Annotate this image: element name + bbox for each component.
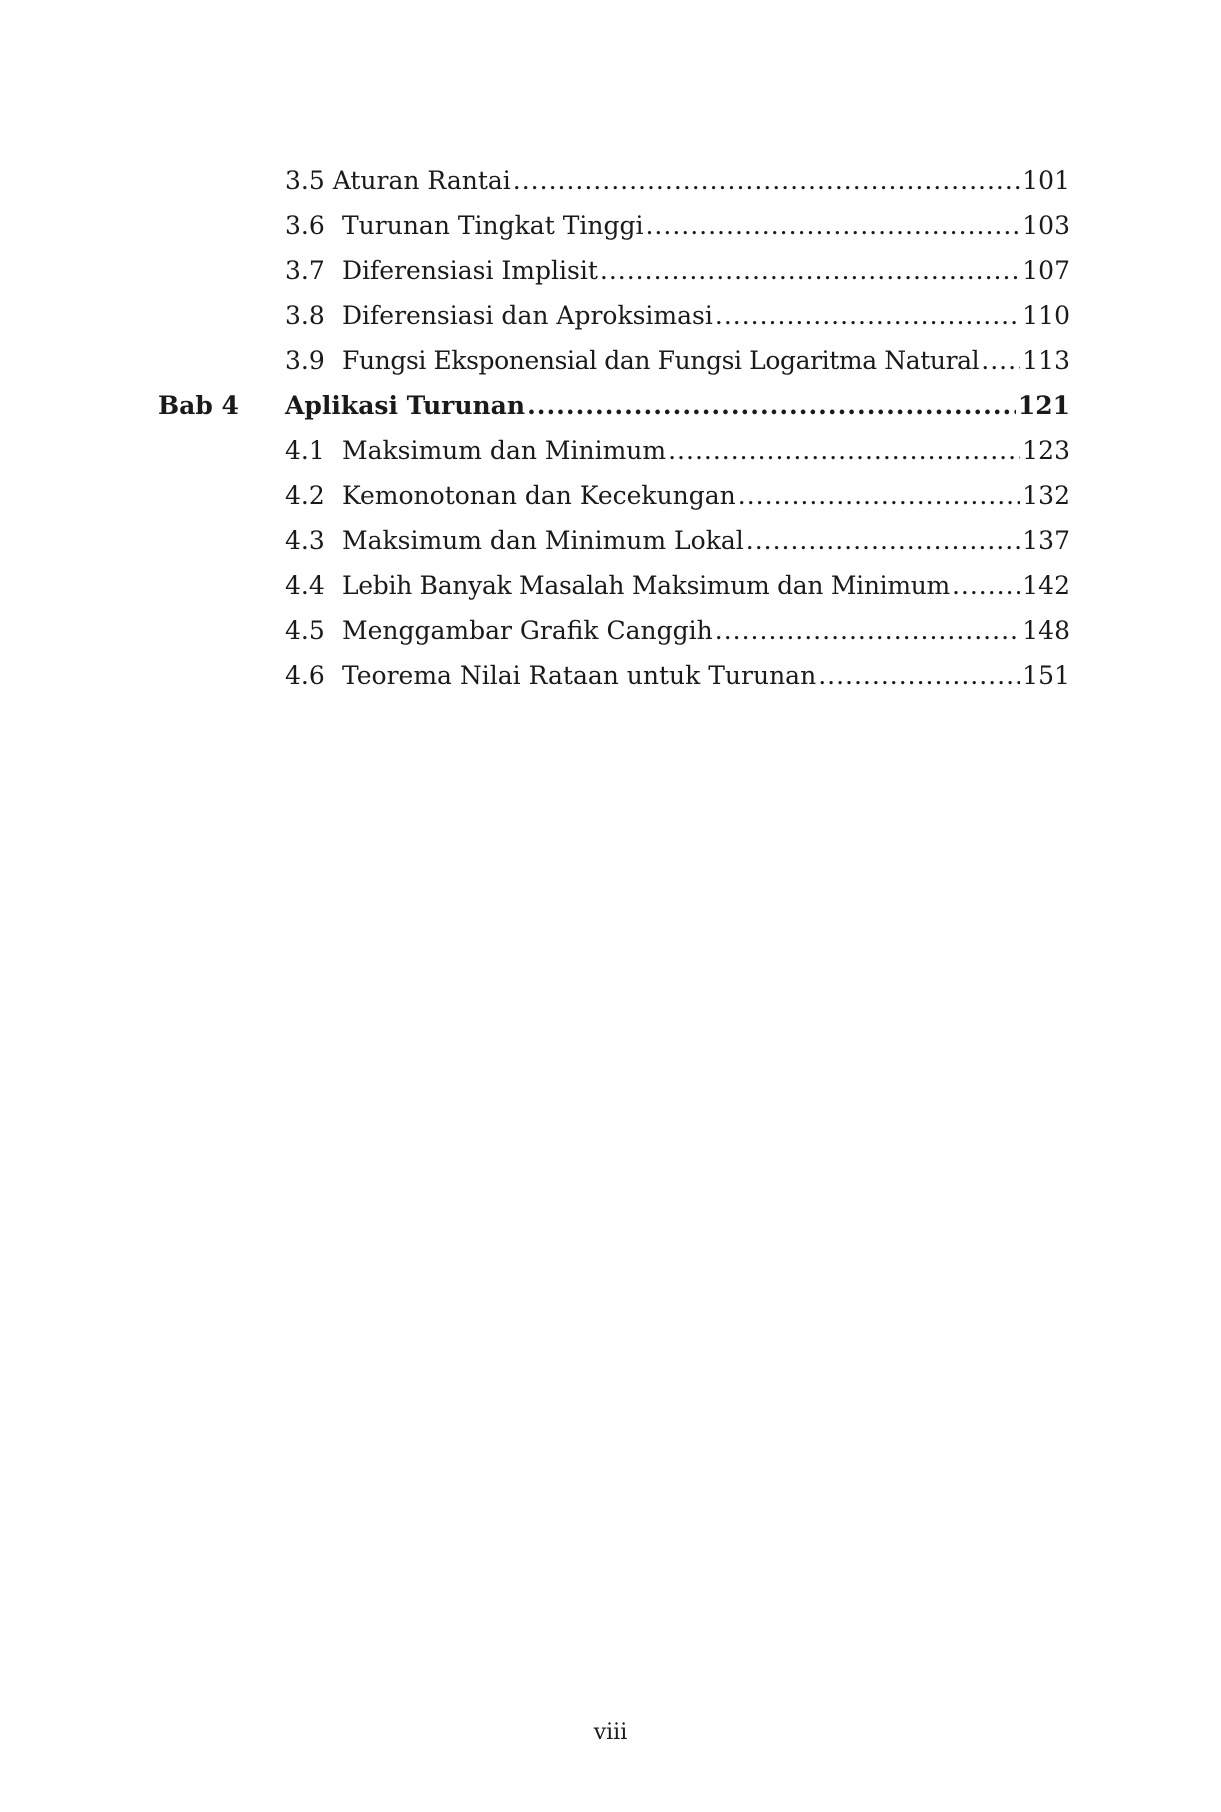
dot-leader bbox=[738, 473, 1021, 518]
section-title: Maksimum dan Minimum Lokal bbox=[342, 526, 744, 555]
page-number: 113 bbox=[1022, 346, 1070, 375]
page-number: 137 bbox=[1022, 526, 1070, 555]
page-number: 110 bbox=[1022, 301, 1070, 330]
section-number: 4.1 bbox=[285, 436, 325, 465]
page-footer-number: viii bbox=[593, 1720, 628, 1745]
section-title: Menggambar Grafik Canggih bbox=[342, 616, 713, 645]
section-number: 3.5 bbox=[285, 166, 325, 195]
section-title: Aturan Rantai bbox=[332, 166, 511, 195]
chapter-title: Aplikasi Turunan bbox=[285, 391, 526, 420]
toc-entry-4-1[interactable] bbox=[158, 428, 1070, 473]
chapter-label: Bab 4 bbox=[158, 391, 239, 420]
page-number: 132 bbox=[1022, 481, 1070, 510]
toc-entry-3-9[interactable] bbox=[158, 338, 1070, 383]
page-number: 142 bbox=[1022, 571, 1070, 600]
page-number: 101 bbox=[1022, 166, 1070, 195]
section-title: Lebih Banyak Masalah Maksimum dan Minimum bbox=[342, 571, 950, 600]
toc-entry-3-7[interactable] bbox=[158, 248, 1070, 293]
table-of-contents bbox=[158, 158, 1070, 698]
toc-entry-4-6[interactable] bbox=[158, 653, 1070, 698]
page-number: 148 bbox=[1022, 616, 1070, 645]
section-title: Teorema Nilai Rataan untuk Turunan bbox=[342, 661, 817, 690]
section-number: 3.6 bbox=[285, 211, 325, 240]
section-number: 3.8 bbox=[285, 301, 325, 330]
toc-entry-4-5[interactable] bbox=[158, 608, 1070, 653]
dot-leader bbox=[981, 338, 1020, 383]
dot-leader bbox=[527, 383, 1016, 428]
section-number: 4.2 bbox=[285, 481, 325, 510]
page-number: 107 bbox=[1022, 256, 1070, 285]
toc-entry-4-4[interactable] bbox=[158, 563, 1070, 608]
section-number: 4.6 bbox=[285, 661, 325, 690]
toc-entry-3-6[interactable] bbox=[158, 203, 1070, 248]
section-title: Fungsi Eksponensial dan Fungsi Logaritma Natural bbox=[342, 346, 980, 375]
dot-leader bbox=[600, 248, 1020, 293]
dot-leader bbox=[715, 608, 1021, 653]
section-title: Kemonotonan dan Kecekungan bbox=[342, 481, 736, 510]
section-title: Diferensiasi dan Aproksimasi bbox=[342, 301, 713, 330]
toc-entry-4-2[interactable] bbox=[158, 473, 1070, 518]
section-number: 4.3 bbox=[285, 526, 325, 555]
dot-leader bbox=[746, 518, 1021, 563]
page-number: 103 bbox=[1022, 211, 1070, 240]
dot-leader bbox=[818, 653, 1020, 698]
section-title: Turunan Tingkat Tinggi bbox=[342, 211, 644, 240]
dot-leader bbox=[513, 158, 1021, 203]
toc-entry-3-5[interactable] bbox=[158, 158, 1070, 203]
toc-chapter-bab-4[interactable] bbox=[158, 383, 1070, 428]
toc-entry-3-8[interactable] bbox=[158, 293, 1070, 338]
dot-leader bbox=[715, 293, 1020, 338]
page-number: 151 bbox=[1022, 661, 1070, 690]
dot-leader bbox=[952, 563, 1020, 608]
section-number: 3.7 bbox=[285, 256, 325, 285]
dot-leader bbox=[645, 203, 1020, 248]
section-title: Maksimum dan Minimum bbox=[342, 436, 667, 465]
toc-entry-4-3[interactable] bbox=[158, 518, 1070, 563]
section-number: 3.9 bbox=[285, 346, 325, 375]
page-number: 123 bbox=[1022, 436, 1070, 465]
page-number: 121 bbox=[1017, 391, 1070, 420]
section-number: 4.4 bbox=[285, 571, 325, 600]
section-title: Diferensiasi Implisit bbox=[342, 256, 598, 285]
dot-leader bbox=[668, 428, 1020, 473]
section-number: 4.5 bbox=[285, 616, 325, 645]
